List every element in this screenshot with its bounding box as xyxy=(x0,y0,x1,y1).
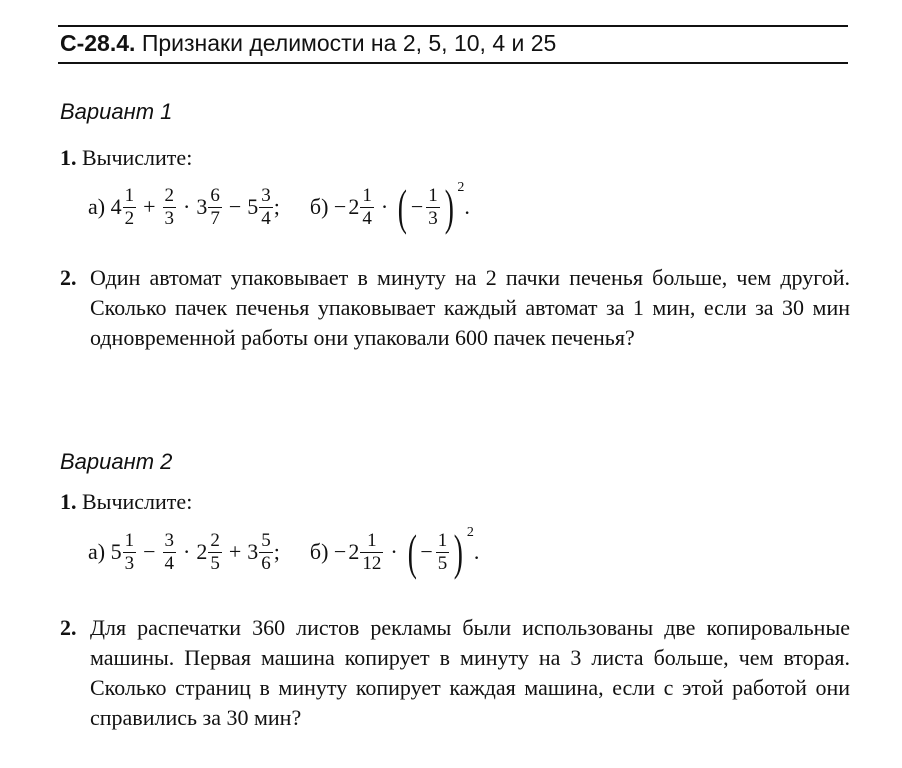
section-code: С-28.4. xyxy=(60,30,136,56)
v1-b-fraction-2: $\frac{1}{3}$ xyxy=(428,184,438,229)
v2-a-op-1: − xyxy=(143,539,156,564)
v1-a-whole-1: 4 xyxy=(110,194,122,219)
v1-b-sign: − xyxy=(333,194,347,219)
v2-a-op-3: + xyxy=(228,539,242,564)
v2-b-label: б) xyxy=(309,539,329,564)
v2-a-op-2: · xyxy=(183,539,191,564)
v2-b-fraction-1: $\frac{1}{12}$ xyxy=(362,529,382,574)
v1-a-fraction-2: $\frac{2}{3}$ xyxy=(164,184,175,229)
v1-a-label: а) xyxy=(88,194,106,219)
v2-b-op: · xyxy=(390,539,398,564)
v1-b-op: · xyxy=(380,194,389,219)
v1-task1-prompt: Вычислите: xyxy=(82,145,193,170)
v1-a-fraction-4: $\frac{3}{4}$ xyxy=(261,184,271,229)
v2-a-end: ; xyxy=(273,539,280,564)
v2-a-whole-3: 2 xyxy=(196,539,208,564)
v1-b-left-paren: ( xyxy=(397,179,408,235)
v1-a-op-1: + xyxy=(143,194,156,219)
v1-task2-text: Один автомат упаковывает в минуту на 2 пачки печенья больше, чем другой. Сколько пачек печенья упаковывает каждый автомат за 1 мин, если за 30 мин одновременной работы они упаковали 600 пачек печенья? xyxy=(90,265,850,350)
v2-b-right-paren: ) xyxy=(453,524,464,580)
v1-task2 xyxy=(60,263,850,353)
v2-b-sign: − xyxy=(333,539,347,564)
v2-b-end: . xyxy=(473,539,480,564)
v2-b-fraction-2: $\frac{1}{5}$ xyxy=(437,529,448,574)
v1-b-fraction-1: $\frac{1}{4}$ xyxy=(362,184,372,229)
v1-a-op-2: · xyxy=(183,194,191,219)
v2-a-whole-1: 5 xyxy=(110,539,122,564)
v2-task2-number: 2. xyxy=(60,615,77,640)
v2-task2-text: Для распечатки 360 листов рекламы были использованы две копировальные машины. Первая машина копирует в минуту на 3 листа больше, чем вторая. Сколько страниц в минуту копирует каждая машина, если с этой работой они справились за 30 мин? xyxy=(90,615,850,730)
v1-task1-number: 1. xyxy=(60,145,77,170)
v2-a-fraction-3: $\frac{2}{5}$ xyxy=(210,529,220,574)
v1-a-op-3: − xyxy=(228,194,242,219)
v2-b-exponent: 2 xyxy=(466,525,474,540)
v2-a-fraction-1: $\frac{1}{3}$ xyxy=(124,529,135,574)
v2-task1-heading xyxy=(60,489,192,515)
v1-task1-heading xyxy=(60,145,192,171)
v1-b-exponent: 2 xyxy=(457,180,465,195)
v2-task2 xyxy=(60,613,850,733)
v2-b-inner-sign: − xyxy=(420,539,433,564)
bottom-rule xyxy=(58,62,848,64)
v1-b-right-paren: ) xyxy=(444,179,454,235)
v1-task1-formulas xyxy=(88,179,470,235)
v2-a-fraction-4: $\frac{5}{6}$ xyxy=(261,529,271,574)
v2-task1-formulas xyxy=(88,524,480,580)
variant-2-label: Вариант 2 xyxy=(60,449,173,474)
variant-1-label: Вариант 1 xyxy=(60,99,173,124)
v2-task1-prompt: Вычислите: xyxy=(82,489,193,514)
v1-b-inner-sign: − xyxy=(410,194,424,219)
v1-b-label: б) xyxy=(309,194,329,219)
v1-a-end: ; xyxy=(273,194,280,219)
page-title xyxy=(60,30,556,57)
v1-a-fraction-1: $\frac{1}{2}$ xyxy=(124,184,135,229)
v2-b-whole-1: 2 xyxy=(348,539,360,564)
v2-task1-number: 1. xyxy=(60,489,77,514)
v2-a-label: а) xyxy=(88,539,106,564)
v1-a-whole-4: 5 xyxy=(247,194,259,219)
v1-a-fraction-3: $\frac{6}{7}$ xyxy=(210,184,220,229)
v1-task2-number: 2. xyxy=(60,265,77,290)
v1-b-whole-1: 2 xyxy=(348,194,360,219)
v2-a-fraction-2: $\frac{3}{4}$ xyxy=(164,529,175,574)
v2-b-left-paren: ( xyxy=(407,524,417,580)
top-rule xyxy=(58,25,848,27)
v1-b-end: . xyxy=(464,194,470,219)
v1-a-whole-3: 3 xyxy=(196,194,208,219)
v2-a-whole-4: 3 xyxy=(247,539,259,564)
section-title: Признаки делимости на 2, 5, 10, 4 и 25 xyxy=(141,30,557,56)
